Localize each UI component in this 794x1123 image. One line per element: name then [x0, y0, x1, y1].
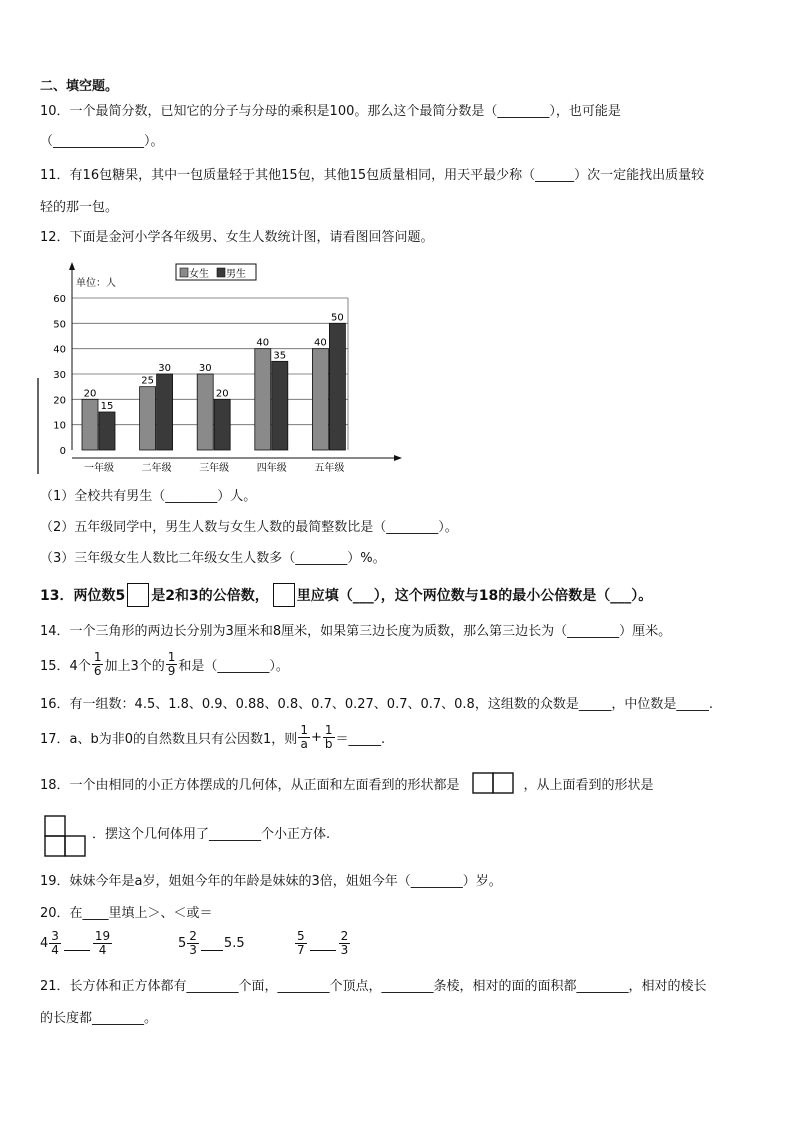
question-21-line1: 21．长方体和正方体都有________个面，________个顶点，________条棱，相对的面的面积都________，相对的棱长: [40, 979, 707, 994]
answer-box-2: [273, 583, 295, 607]
grade-bar-chart: [36, 260, 406, 478]
compare-expression-3: [294, 930, 351, 957]
legend-boys-swatch: [217, 268, 225, 277]
fraction-numerator: 19: [94, 929, 111, 943]
fraction-one-over-a: [298, 724, 310, 751]
bar-girls: [197, 374, 213, 450]
left-fraction: [295, 930, 307, 957]
bar-boys: [272, 361, 288, 450]
fraction-denominator: 6: [93, 664, 102, 678]
question-15: [40, 651, 289, 678]
question-11-line1: 11．有16包糖果，其中一包质量轻于其他15包，其他15包质量相同，用天平最少称（______）次一定能找出质量较: [40, 168, 705, 183]
question-13: [40, 583, 652, 607]
x-tick-label: 四年级: [256, 463, 287, 474]
question-17: [40, 724, 385, 751]
bar-value-label: 25: [141, 375, 154, 387]
bar-boys: [99, 412, 115, 450]
bar-value-label: 20: [215, 388, 229, 400]
legend-boys-label: 男生: [226, 269, 246, 280]
bar-boys: [329, 323, 345, 450]
bar-girls: [255, 349, 271, 450]
bars: [82, 312, 345, 474]
y-tick-label: 20: [53, 395, 66, 407]
x-tick-label: 二年级: [141, 463, 172, 474]
fraction-numerator: 1: [300, 723, 308, 737]
question-10-line1: 10．一个最简分数，已知它的分子与分母的乘积是100。那么这个最简分数是（________），也可能是: [40, 104, 621, 119]
bar-value-label: 40: [314, 337, 327, 349]
legend-girls-label: 女生: [189, 269, 209, 280]
question-15-part2: 加上3个: [104, 659, 152, 674]
fraction-denominator: 3: [340, 943, 349, 957]
fraction-one-ninth: [166, 651, 178, 678]
bar-value-label: 15: [100, 401, 114, 412]
y-tick-label: 10: [53, 420, 66, 432]
x-tick-label: 三年级: [199, 463, 230, 474]
compare-blank: [310, 937, 336, 951]
fraction-denominator: 7: [297, 943, 305, 957]
question-12-sub3: （3）三年级女生人数比二年级女生人数多（________）%。: [40, 551, 386, 566]
y-tick-label: 40: [53, 344, 66, 356]
y-tick-label: 30: [53, 370, 66, 381]
bar-girls: [312, 349, 328, 450]
compare-blank: [64, 937, 90, 951]
question-12-line1: 12．下面是金河小学各年级男、女生人数统计图，请看图回答问题。: [40, 230, 434, 245]
plus-sign: +: [310, 730, 322, 745]
fraction-numerator: 1: [93, 650, 102, 664]
right-fraction: [339, 930, 351, 957]
y-tick-label: 0: [59, 446, 66, 457]
fraction-numerator: 1: [167, 650, 176, 664]
legend-girls-swatch: [180, 268, 188, 277]
fraction-numerator: 1: [324, 723, 333, 737]
bar-girls: [82, 399, 98, 450]
fraction-numerator: 2: [189, 929, 197, 943]
y-tick-label: 60: [53, 294, 66, 305]
fraction-denominator: 9: [167, 664, 176, 678]
compare-blank: [201, 937, 223, 951]
bar-value-label: 20: [83, 388, 97, 400]
question-18-part2: ，从上面看到的形状是: [523, 777, 654, 793]
question-17-part2: ＝_____.: [335, 732, 386, 747]
mixed-number-fraction: [49, 930, 61, 957]
question-10-line2: （______________）。: [40, 134, 164, 149]
fraction-numerator: 2: [340, 929, 349, 943]
question-13-part3: 里应填（___），这个两位数与18的最小公倍数是（___）。: [296, 588, 653, 604]
question-18-part1: 18．一个由相同的小正方体摆成的几何体，从正面和左面看到的形状都是: [40, 777, 460, 793]
answer-box-1: [127, 583, 149, 607]
x-tick-label: 一年级: [84, 463, 114, 474]
bar-boys: [214, 399, 230, 450]
mixed-number-whole: 4: [40, 936, 49, 951]
mixed-number-fraction: [187, 930, 199, 957]
fraction-denominator: b: [324, 737, 333, 751]
front-left-view-figure: [472, 772, 516, 794]
question-19: 19．妹妹今年是a岁，姐姐今年的年龄是妹妹的3倍，姐姐今年（________）岁。: [40, 874, 502, 889]
question-15-part4: 和是（________）。: [178, 659, 289, 674]
question-13-part1: 13．两位数5: [40, 588, 126, 604]
question-18-line1: [40, 772, 654, 794]
legend: [176, 264, 256, 280]
fraction-numerator: 5: [297, 929, 305, 943]
right-number: 5.5: [223, 936, 245, 951]
fraction-one-sixth: [92, 651, 104, 678]
question-15-part3: 的: [151, 659, 165, 674]
question-12-sub1: （1）全校共有男生（________）人。: [40, 489, 257, 504]
bar-value-label: 50: [331, 312, 344, 324]
section-title: 二、填空题。: [40, 79, 119, 94]
question-20-line1: 20．在____里填上＞、＜或＝: [40, 906, 213, 921]
question-17-part1: 17．a、b为非0的自然数且只有公因数1，则: [40, 732, 298, 747]
fraction-denominator: 3: [189, 943, 197, 957]
question-14: 14．一个三角形的两边长分别为3厘米和8厘米，如果第三边长度为质数，那么第三边长为（________）厘米。: [40, 624, 672, 639]
bar-value-label: 40: [256, 337, 270, 349]
y-axis-arrow: [69, 262, 75, 270]
question-16: 16．有一组数：4.5、1.8、0.9、0.88、0.8、0.7、0.27、0.7、0.7、0.8，这组数的众数是_____，中位数是_____.: [40, 697, 713, 712]
question-11-line2: 轻的那一包。: [40, 200, 119, 215]
mixed-number-whole: 5: [178, 936, 187, 951]
y-tick-label: 50: [53, 319, 66, 331]
bar-value-label: 35: [273, 350, 287, 362]
compare-expression-1: [40, 930, 113, 957]
unit-label: 单位：人: [76, 278, 116, 289]
question-12-sub2: （2）五年级同学中，男生人数与女生人数的最简整数比是（________）。: [40, 520, 458, 535]
bar-girls: [140, 387, 156, 450]
fraction-numerator: 3: [51, 929, 59, 943]
fraction-denominator: 4: [98, 943, 107, 957]
question-15-part1: 15．4个: [40, 659, 91, 674]
question-21-line2: 的长度都________。: [40, 1011, 158, 1026]
bar-value-label: 30: [198, 363, 212, 374]
bar-value-label: 30: [158, 363, 171, 374]
fraction-denominator: a: [300, 737, 308, 751]
fraction-denominator: 4: [51, 943, 59, 957]
fraction-one-over-b: [323, 724, 335, 751]
x-axis-arrow: [394, 455, 402, 461]
right-fraction: [93, 930, 112, 957]
bar-boys: [157, 374, 173, 450]
question-18-part3: ．摆这个几何体用了________个小正方体.: [92, 827, 331, 842]
x-tick-label: 五年级: [314, 463, 345, 474]
question-13-part2: 是2和3的公倍数，: [151, 588, 269, 604]
compare-expression-2: [178, 930, 245, 957]
top-view-figure: [44, 815, 86, 857]
